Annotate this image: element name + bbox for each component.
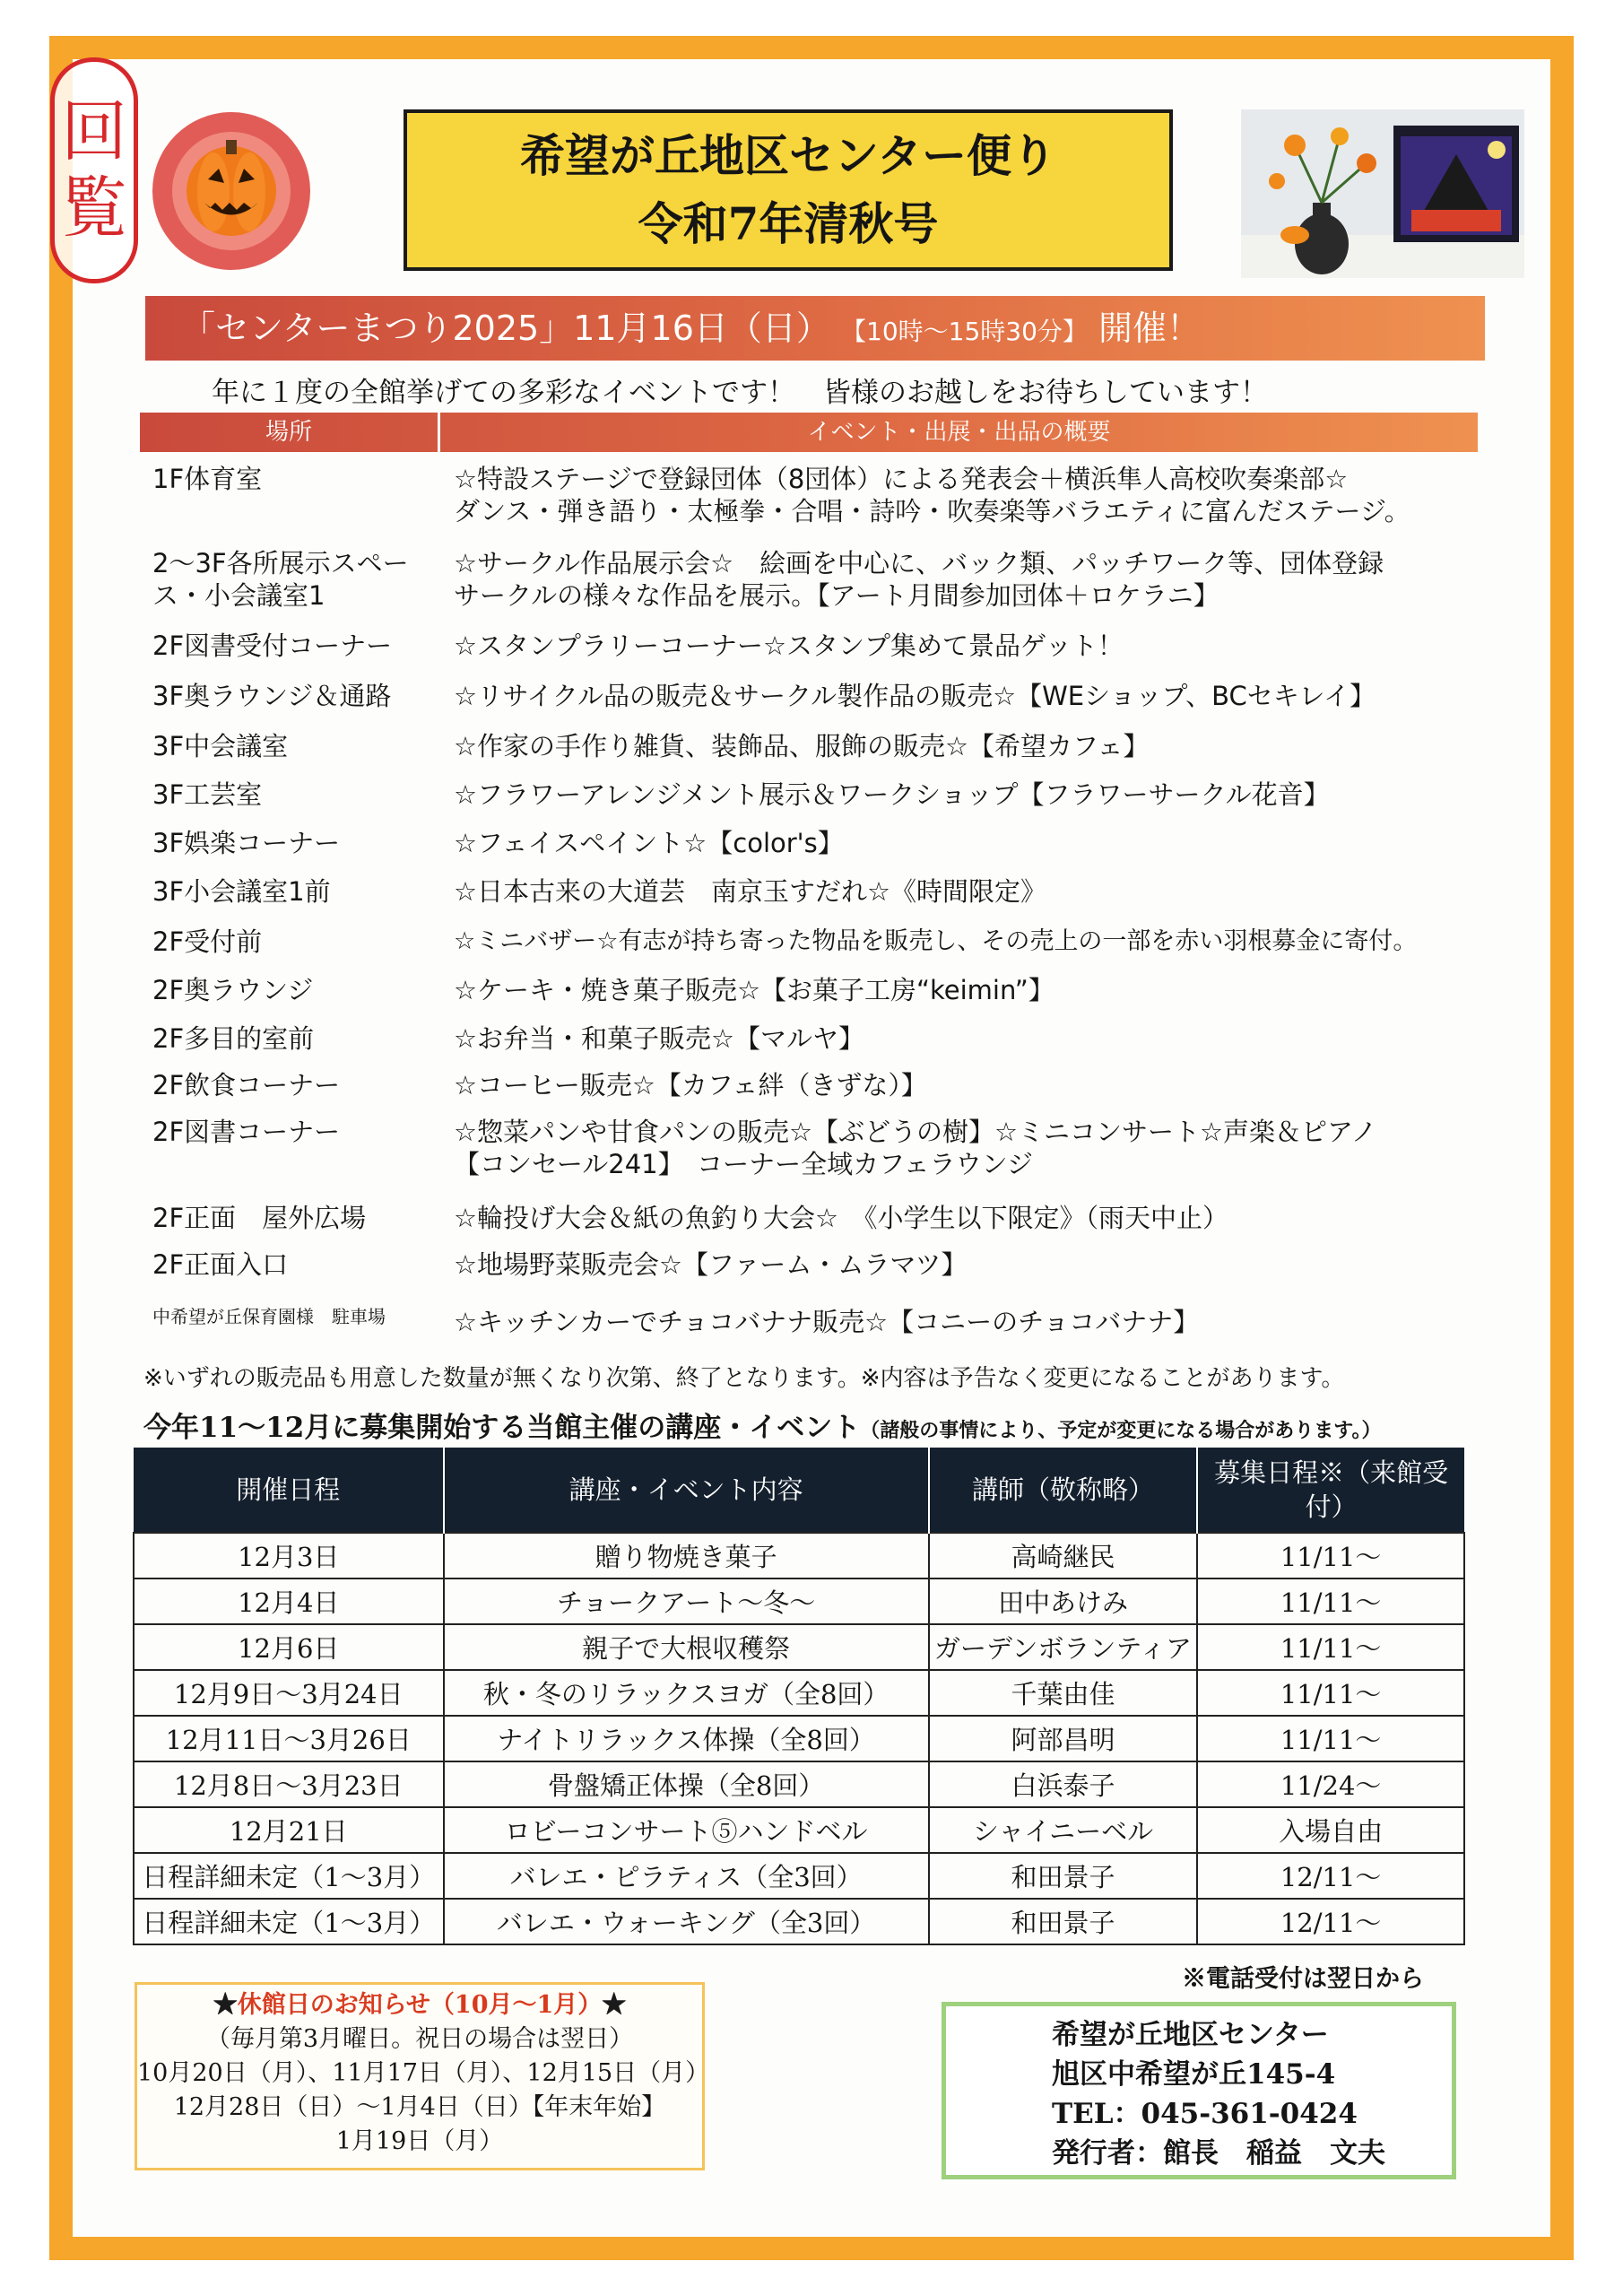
course-instructor: 和田景子: [929, 1899, 1198, 1944]
course-content: 親子で大根収穫祭: [444, 1624, 929, 1670]
course-application: 11/11～: [1197, 1624, 1464, 1670]
stamp-char-1: 回: [61, 92, 127, 170]
course-schedule: 日程詳細未定（1～3月）: [134, 1899, 444, 1944]
event-row: [152, 547, 1506, 630]
event-place: 1F体育室: [152, 464, 263, 494]
event-line: ☆惣菜パンや甘食パンの販売☆【ぶどうの樹】☆ミニコンサート☆声楽＆ピアノ: [454, 1117, 1377, 1147]
event-row: [152, 778, 1506, 827]
contact-publisher: 発行者：館長 稲益 文夫: [1052, 2137, 1385, 2170]
event-place: 2F正面 屋外広場: [152, 1203, 367, 1233]
event-place: 3F小会議室1前: [152, 876, 331, 907]
title-line-1: 希望が丘地区センター便り: [520, 129, 1056, 182]
event-description: [454, 1116, 1506, 1180]
course-row: [134, 1807, 1464, 1853]
event-description: [454, 974, 1506, 1006]
course-application: 11/11～: [1197, 1578, 1464, 1624]
course-schedule: 12月11日～3月26日: [134, 1716, 444, 1761]
event-line: ☆特設ステージで登録団体（8団体）による発表会＋横浜隼人高校吹奏楽部☆: [454, 464, 1349, 494]
event-row: [152, 1069, 1506, 1116]
event-row: [152, 974, 1506, 1022]
event-place: 2F正面入口: [152, 1249, 289, 1280]
contact-name: 希望が丘地区センター: [1052, 2019, 1329, 2051]
course-row: [134, 1853, 1464, 1899]
event-place: 3F中会議室: [152, 731, 289, 761]
flower-and-art-photo: [1241, 109, 1524, 278]
festival-lead-text: 年に１度の全館挙げての多彩なイベントです！ 皆様のお越しをお待ちしています！: [212, 377, 1268, 409]
holiday-notice: [135, 1982, 710, 2170]
holiday-line: 1月19日（月）: [335, 2127, 504, 2155]
contact-tel: TEL：045-361-0424: [1052, 2098, 1358, 2130]
course-application: 11/11～: [1197, 1716, 1464, 1761]
event-place: 2F受付前: [152, 926, 263, 957]
event-line: ☆スタンプラリーコーナー☆スタンプ集めて景品ゲット！: [454, 631, 1124, 661]
course-instructor: ガーデンボランティア: [929, 1624, 1198, 1670]
event-row: [152, 926, 1506, 974]
event-row: [152, 1248, 1506, 1295]
course-content: ナイトリラックス体操（全8回）: [444, 1716, 929, 1761]
event-description: [454, 1202, 1506, 1234]
event-place: 3F奥ラウンジ＆通路: [152, 681, 392, 711]
col-instructor: 講師（敬称略）: [929, 1448, 1198, 1533]
header-description: イベント・出展・出品の概要: [438, 413, 1478, 452]
events-table-header: [140, 413, 1478, 452]
title-line-2: 令和7年清秋号: [638, 197, 939, 250]
courses-title: 今年11～12月に募集開始する当館主催の講座・イベント: [143, 1412, 861, 1444]
event-description: [454, 875, 1506, 908]
event-description: [454, 827, 1506, 859]
event-description: [454, 1022, 1506, 1055]
course-content: 秋・冬のリラックスヨガ（全8回）: [444, 1670, 929, 1716]
holiday-title: 休館日のお知らせ（10月～1月）: [237, 1991, 603, 2019]
stamp-char-2: 覧: [61, 170, 127, 247]
course-application: 12/11～: [1197, 1853, 1464, 1899]
course-instructor: シャイニーベル: [929, 1807, 1198, 1853]
course-row: [134, 1533, 1464, 1578]
event-description: [454, 1069, 1506, 1101]
course-schedule: 12月4日: [134, 1578, 444, 1624]
event-line: ☆リサイクル品の販売＆サークル製作品の販売☆【WEショップ、BCセキレイ】: [454, 681, 1376, 711]
contact-address: 旭区中希望が丘145-4: [1052, 2058, 1336, 2091]
event-description: [454, 926, 1506, 958]
event-description: [454, 1248, 1506, 1281]
course-content: 贈り物焼き菓子: [444, 1533, 929, 1578]
event-place: 2～3F各所展示スペース・小会議室1: [152, 548, 409, 611]
event-row: [152, 875, 1506, 926]
event-place: 3F工芸室: [152, 779, 263, 810]
event-line: ☆ミニバザー☆有志が持ち寄った物品を販売し、その売上の一部を赤い羽根募金に寄付。: [454, 927, 1418, 955]
header-place: 場所: [265, 419, 312, 446]
event-line: ☆コーヒー販売☆【カフェ絆（きずな）】: [454, 1070, 927, 1100]
course-schedule: 12月6日: [134, 1624, 444, 1670]
course-content: ロビーコンサート⑤ハンドベル: [444, 1807, 929, 1853]
event-row: [152, 630, 1506, 680]
courses-table: [133, 1448, 1465, 1945]
course-instructor: 高崎継民: [929, 1533, 1198, 1578]
holiday-line: 10月20日（月）、11月17日（月）、12月15日（月）: [137, 2059, 710, 2087]
course-content: チョークアート～冬～: [444, 1578, 929, 1624]
festival-name: 「センターまつり2025」11月16日（日）: [181, 309, 830, 348]
course-instructor: 白浜泰子: [929, 1761, 1198, 1807]
courses-body: [134, 1533, 1464, 1944]
course-application: 11/11～: [1197, 1670, 1464, 1716]
holiday-line: （毎月第3月曜日。祝日の場合は翌日）: [205, 2025, 634, 2053]
phone-note: ※電話受付は翌日から: [1182, 1965, 1424, 1993]
course-row: [134, 1716, 1464, 1761]
event-description: [454, 730, 1506, 762]
course-application: 11/11～: [1197, 1533, 1464, 1578]
event-line: ☆輪投げ大会＆紙の魚釣り大会☆ 《小学生以下限定》（雨天中止）: [454, 1203, 1228, 1233]
event-line: 【コンセール241】 コーナー全域カフェラウンジ: [454, 1149, 1033, 1179]
course-row: [134, 1899, 1464, 1944]
course-instructor: 和田景子: [929, 1853, 1198, 1899]
event-description: [454, 680, 1506, 712]
course-row: [134, 1670, 1464, 1716]
holiday-title-row: [137, 1988, 702, 2022]
course-instructor: 千葉由佳: [929, 1670, 1198, 1716]
course-row: [134, 1624, 1464, 1670]
event-line: ☆フラワーアレンジメント展示＆ワークショップ【フラワーサークル花音】: [454, 779, 1330, 810]
course-content: バレエ・ピラティス（全3回）: [444, 1853, 929, 1899]
course-application: 入場自由: [1197, 1807, 1464, 1853]
event-row: [152, 827, 1506, 875]
event-row: [152, 463, 1506, 547]
course-instructor: 田中あけみ: [929, 1578, 1198, 1624]
event-line: サークルの様々な作品を展示。【アート月間参加団体＋ロケラニ】: [454, 580, 1219, 611]
festival-suffix: 開催！: [1098, 309, 1201, 348]
contact-box: [942, 2002, 1456, 2179]
event-row: [152, 1295, 1506, 1340]
event-line: ☆フェイスペイント☆【color's】: [454, 828, 844, 858]
course-instructor: 阿部昌明: [929, 1716, 1198, 1761]
course-content: 骨盤矯正体操（全8回）: [444, 1761, 929, 1807]
course-schedule: 12月8日～3月23日: [134, 1761, 444, 1807]
event-description: [454, 778, 1506, 811]
event-line: ☆ケーキ・焼き菓子販売☆【お菓子工房“keimin”】: [454, 975, 1055, 1005]
course-row: [134, 1761, 1464, 1807]
course-schedule: 12月3日: [134, 1533, 444, 1578]
circulation-stamp: [50, 57, 138, 283]
event-line: ダンス・弾き語り・太極拳・合唱・詩吟・吹奏楽等バラエティに富んだステージ。: [454, 496, 1410, 526]
event-row: [152, 730, 1506, 778]
star-icon: ★: [602, 1991, 627, 2019]
courses-header-row: [134, 1448, 1464, 1533]
course-schedule: 12月21日: [134, 1807, 444, 1853]
event-place: 中希望が丘保育園様 駐車場: [152, 1306, 386, 1327]
event-row: [152, 680, 1506, 730]
festival-note: ※いずれの販売品も用意した数量が無くなり次第、終了となります。※内容は予告なく変更になることがあります。: [143, 1365, 1345, 1392]
event-place: 2F飲食コーナー: [152, 1070, 341, 1100]
event-place: 2F図書コーナー: [152, 1117, 341, 1147]
event-list: [152, 463, 1506, 1340]
festival-banner: [145, 296, 1485, 361]
halloween-wreath-illustration: [142, 106, 321, 276]
event-place: 2F奥ラウンジ: [152, 975, 314, 1005]
festival-hours: 【10時～15時30分】: [841, 317, 1088, 346]
course-schedule: 日程詳細未定（1～3月）: [134, 1853, 444, 1899]
event-row: [152, 1022, 1506, 1069]
event-line: ☆作家の手作り雑貨、装飾品、服飾の販売☆【希望カフェ】: [454, 731, 1150, 761]
col-application: 募集日程※（来館受付）: [1197, 1448, 1464, 1533]
event-line: ☆キッチンカーでチョコバナナ販売☆【コニーのチョコバナナ】: [454, 1307, 1200, 1337]
event-place: 2F図書受付コーナー: [152, 631, 393, 661]
course-content: バレエ・ウォーキング（全3回）: [444, 1899, 929, 1944]
event-row: [152, 1202, 1506, 1248]
event-place: 2F多目的室前: [152, 1023, 315, 1054]
col-content: 講座・イベント内容: [444, 1448, 929, 1533]
event-line: ☆日本古来の大道芸 南京玉すだれ☆《時間限定》: [454, 876, 1046, 907]
event-line: ☆サークル作品展示会☆ 絵画を中心に、バック類、パッチワーク等、団体登録: [454, 548, 1384, 578]
course-row: [134, 1578, 1464, 1624]
event-place: 3F娯楽コーナー: [152, 828, 341, 858]
event-row: [152, 1116, 1506, 1202]
course-application: 12/11～: [1197, 1899, 1464, 1944]
course-application: 11/24～: [1197, 1761, 1464, 1807]
event-description: [454, 630, 1506, 662]
courses-section-title: [143, 1405, 1382, 1445]
course-schedule: 12月9日～3月24日: [134, 1670, 444, 1716]
holiday-line: 12月28日（日）～1月4日（日）【年末年始】: [173, 2093, 666, 2121]
newsletter-title: [404, 109, 1173, 271]
event-description: [454, 547, 1506, 612]
courses-title-note: （諸般の事情により、予定が変更になる場合があります。）: [860, 1419, 1382, 1442]
event-line: ☆地場野菜販売会☆【ファーム・ムラマツ】: [454, 1249, 968, 1280]
event-description: [454, 1295, 1506, 1338]
event-line: ☆お弁当・和菓子販売☆【マルヤ】: [454, 1023, 864, 1054]
star-icon: ★: [213, 1991, 238, 2019]
col-schedule: 開催日程: [134, 1448, 444, 1533]
event-description: [454, 463, 1506, 527]
